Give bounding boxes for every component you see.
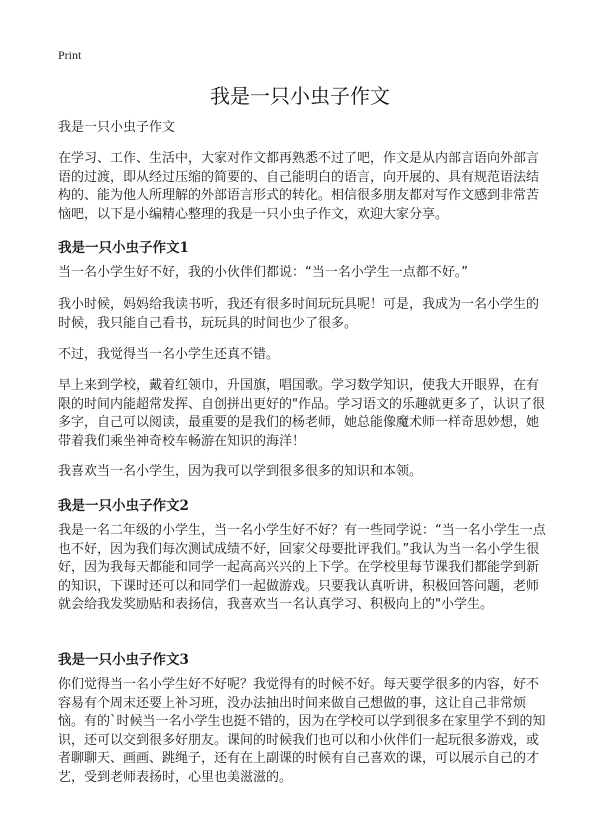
- section-1-heading: 我是一只小虫子作文1: [58, 240, 189, 256]
- page-title: 我是一只小虫子作文: [210, 84, 390, 108]
- section-2-paragraph-1: 我是一名二年级的小学生，当一名小学生好不好？有一些同学说：“当一名小学生一点也不好，因为我们每次测试成绩不好，回家父母要批评我们。”我认为当一名小学生很好，因为我每天都能和同学一起高高兴兴的上下学。在学校里每节课我们都能学到新的知识，下课时还可以和同学们一起做游戏。只要我认真听讲，积极回答问题，老师就会给我发奖励贴和表扬信，我喜欢当一名认真学习、积极向上的"小学生。: [58, 523, 546, 612]
- section-1-paragraph-5: 我喜欢当一名小学生，因为我可以学到很多很多的知识和本领。: [58, 464, 423, 479]
- intro-paragraph: 在学习、工作、生活中，大家对作文都再熟悉不过了吧，作文是从内部言语向外部言语的过渡，即从经过压缩的简要的、自己能明白的语言，向开展的、具有规范语法结构的、能为他人所理解的外部语言形式的转化。相信很多朋友都对写作文感到非常苦恼吧，以下是小编精心整理的我是一只小虫子作文，欢迎大家分享。: [58, 151, 540, 222]
- section-1-paragraph-1: 当一名小学生好不好，我的小伙伴们都说：“当一名小学生一点都不好。”: [58, 265, 468, 280]
- section-1-paragraph-2: 我小时候，妈妈给我读书听，我还有很多时间玩玩具呢！可是，我成为一名小学生的时候，我只能自己看书，玩玩具的时间也少了很多。: [58, 297, 540, 331]
- article-subtitle: 我是一只小虫子作文: [58, 120, 176, 135]
- section-3-paragraph-1: 你们觉得当一名小学生好不好呢？我觉得有的时候不好。每天要学很多的内容，好不容易有个周末还要上补习班，没办法抽出时间来做自己想做的事，这让自己非常烦恼。有的`时候当一名小学生也挺不错的，因为在学校可以学到很多在家里学不到的知识，还可以交到很多好朋友。课间的时候我们也可以和小伙伴们一起玩很多游戏，或者聊聊天、画画、跳绳子，还有在上副课的时候有自己喜欢的课，可以展示自己的才艺，受到老师表扬时，心里也美滋滋的。: [58, 677, 546, 785]
- section-2-heading: 我是一只小虫子作文2: [58, 498, 189, 514]
- section-3-heading: 我是一只小虫子作文3: [58, 652, 189, 668]
- section-1-paragraph-4: 早上来到学校，戴着红领巾，升国旗，唱国歌。学习数学知识，使我大开眼界，在有限的时间内能超常发挥、自创拼出更好的"作品。学习语文的乐趣就更多了，认识了很多字，自己可以阅读，最重要的是我们的杨老师，她总能像魔术师一样奇思妙想，她带着我们乘坐神奇校车畅游在知识的海洋！: [58, 378, 545, 449]
- section-1-paragraph-3: 不过，我觉得当一名小学生还真不错。: [58, 347, 280, 362]
- print-link[interactable]: Print: [58, 48, 82, 62]
